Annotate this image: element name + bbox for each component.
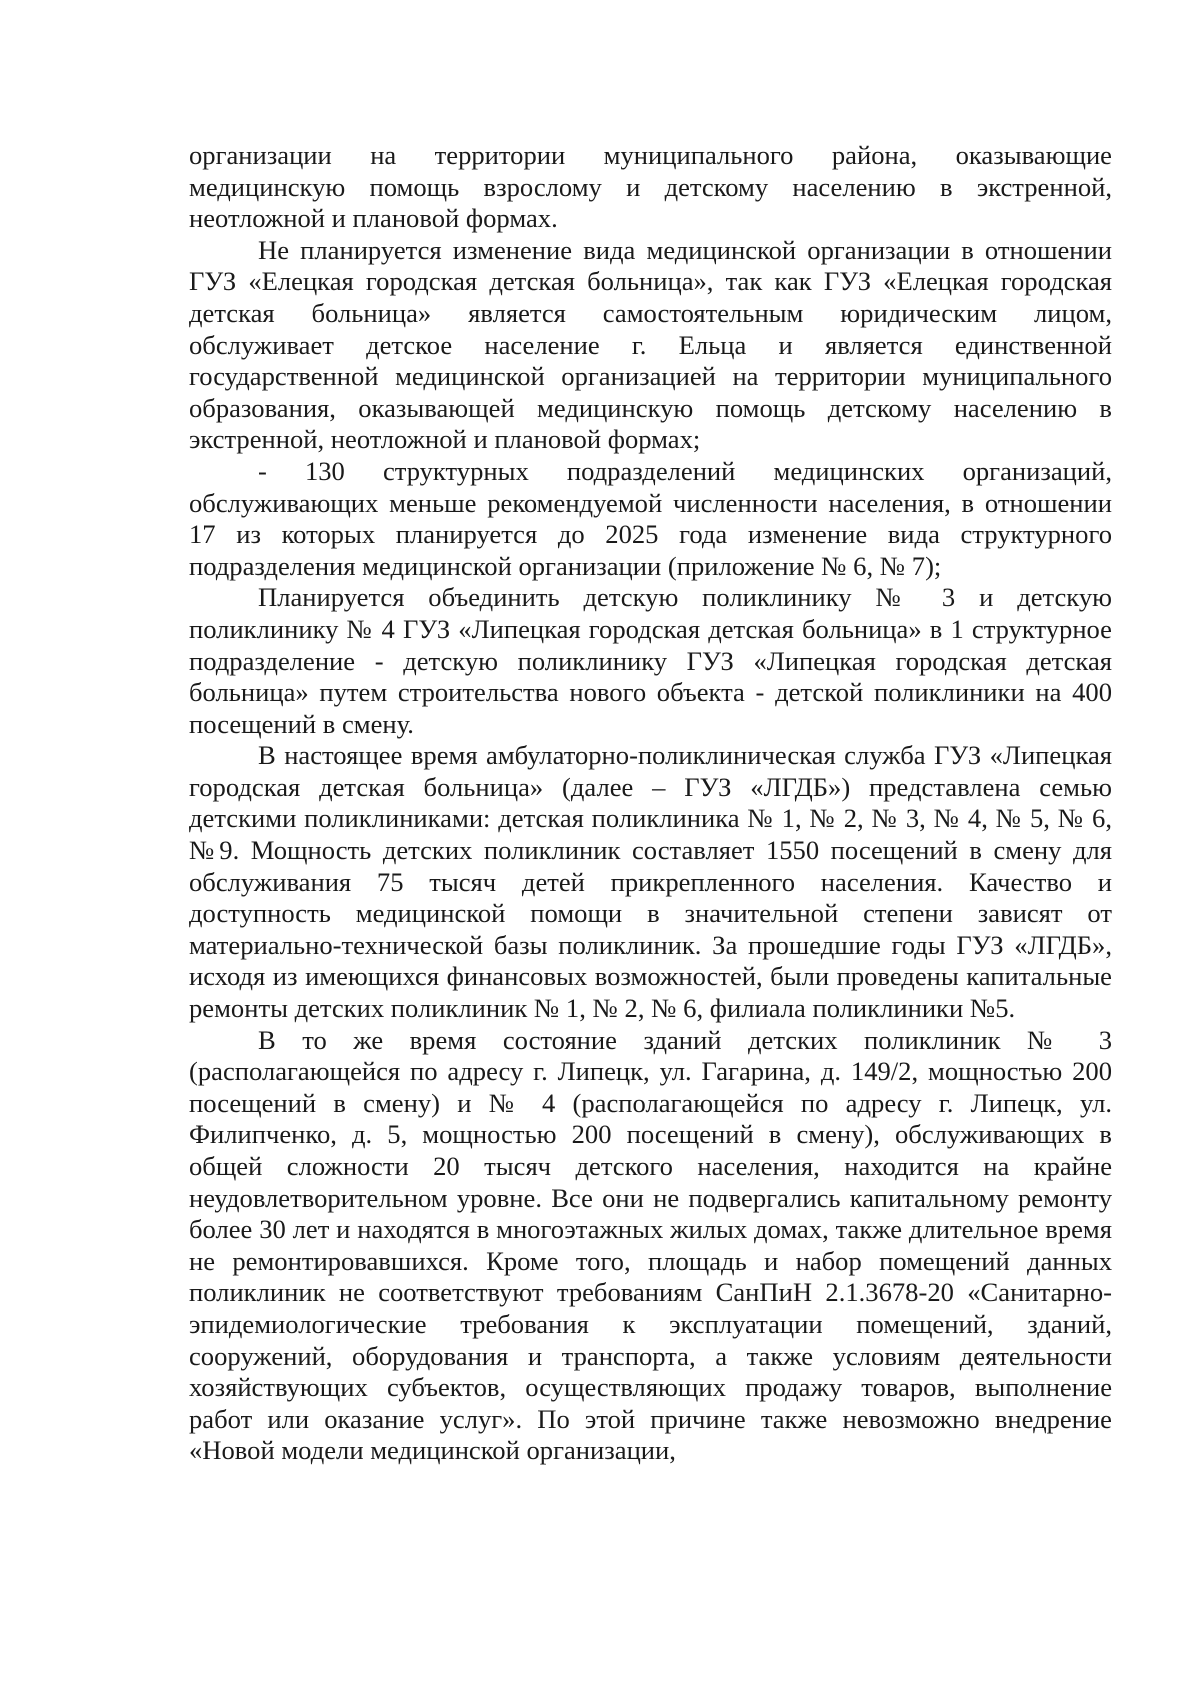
paragraph-merge-plan: Планируется объединить детскую поликлинику № 3 и детскую поликлинику № 4 ГУЗ «Липецкая городская детская больница» в 1 структурное подразделение - детскую поликлинику ГУЗ «Липецкая городская детская больница» путем строительства нового объекта - детской поликлиники на 400 посещений в смену. [189, 582, 1112, 739]
paragraph-continuation: организации на территории муниципального района, оказывающие медицинскую помощь взрослому и детскому населению в экстренной, неотложной и плановой формах. [189, 140, 1112, 234]
paragraph-yelets-hospital: Не планируется изменение вида медицинской организации в отношении ГУЗ «Елецкая городская детская больница», так как ГУЗ «Елецкая городская детская больница» является самостоятельным юридическим лицом, обслуживает детское население г. Ельца и является единственной государственной медицинской организацией на территории муниципального образования, оказывающей медицинскую помощь детскому населению в экстренной, неотложной и плановой формах; [189, 234, 1112, 455]
paragraph-outpatient-service: В настоящее время амбулаторно-поликлиническая служба ГУЗ «Липецкая городская детская больница» (далее – ГУЗ «ЛГДБ») представлена семью детскими поликлиниками: детская поликлиника № 1, № 2, № 3, № 4, № 5, № 6, №9. Мощность детских поликлиник составляет 1550 посещений в смену для обслуживания 75 тысяч детей прикрепленного населения. Качество и доступность медицинской помощи в значительной степени зависят от материально-технической базы поликлиник. За прошедшие годы ГУЗ «ЛГДБ», исходя из имеющихся финансовых возможностей, были проведены капитальные ремонты детских поликлиник № 1, № 2, № 6, филиала поликлиники №5. [189, 740, 1112, 1024]
document-body [189, 140, 1112, 1467]
paragraph-structural-units: - 130 структурных подразделений медицинских организаций, обслуживающих меньше рекомендуемой численности населения, в отношении 17 из которых планируется до 2025 года изменение вида структурного подразделения медицинской организации (приложение № 6, № 7); [189, 455, 1112, 581]
paragraph-building-condition: В то же время состояние зданий детских поликлиник № 3 (располагающейся по адресу г. Липецк, ул. Гагарина, д. 149/2, мощностью 200 посещений в смену) и № 4 (располагающейся по адресу г. Липецк, ул. Филипченко, д. 5, мощностью 200 посещений в смену), обслуживающих в общей сложности 20 тысяч детского населения, находится на крайне неудовлетворительном уровне. Все они не подвергались капитальному ремонту более 30 лет и находятся в многоэтажных жилых домах, также длительное время не ремонтировавшихся. Кроме того, площадь и набор помещений данных поликлиник не соответствуют требованиям СанПиН 2.1.3678-20 «Санитарно-эпидемиологические требования к эксплуатации помещений, зданий, сооружений, оборудования и транспорта, а также условиям деятельности хозяйствующих субъектов, осуществляющих продажу товаров, выполнение работ или оказание услуг». По этой причине также невозможно внедрение «Новой модели медицинской организации, [189, 1024, 1112, 1466]
